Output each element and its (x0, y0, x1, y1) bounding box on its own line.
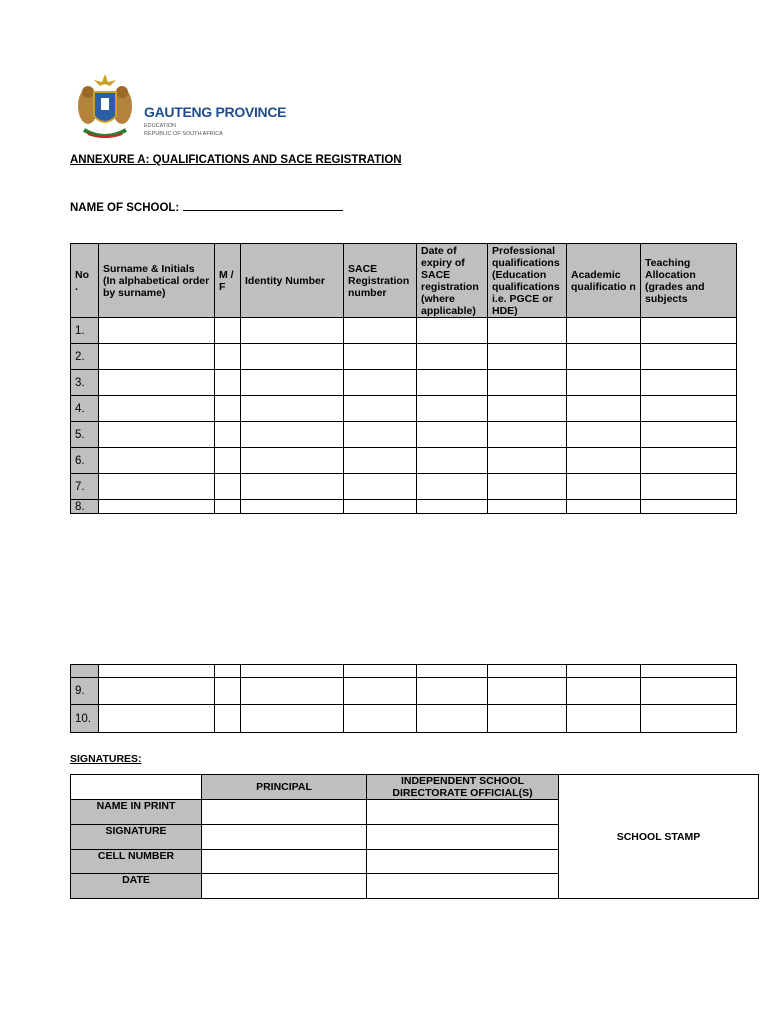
table-cell[interactable] (344, 344, 417, 370)
table-cell[interactable] (567, 500, 641, 514)
table-cell[interactable] (99, 500, 215, 514)
table-cell[interactable] (641, 500, 737, 514)
table-cell[interactable] (567, 665, 641, 678)
table-cell[interactable] (99, 665, 215, 678)
table-cell[interactable] (215, 318, 241, 344)
table-cell[interactable] (417, 396, 488, 422)
brand-subtitle: EDUCATION (144, 123, 176, 129)
table-cell[interactable] (641, 318, 737, 344)
column-header: Identity Number (241, 244, 344, 318)
table-cell[interactable] (488, 318, 567, 344)
column-header: Date of expiry of SACE registration (where applicable) (417, 244, 488, 318)
column-header: Surname & Initials (In alphabetical order by surname) (99, 244, 215, 318)
table-row (71, 370, 737, 396)
table-header-row (71, 244, 737, 318)
table-cell[interactable] (417, 500, 488, 514)
table-cell[interactable] (641, 665, 737, 678)
table-cell[interactable] (241, 422, 344, 448)
principal-header: PRINCIPAL (202, 775, 367, 800)
table-row (71, 422, 737, 448)
date-label: DATE (71, 874, 202, 899)
table-cell[interactable] (215, 678, 241, 705)
table-cell[interactable] (99, 370, 215, 396)
table-cell[interactable] (567, 370, 641, 396)
column-header: Teaching Allocation (grades and subjects (641, 244, 737, 318)
table-cell[interactable] (417, 705, 488, 733)
name-in-print-label: NAME IN PRINT (71, 800, 202, 825)
principal-cell-field[interactable] (202, 850, 367, 874)
signatures-corner-cell (71, 775, 202, 800)
school-name-line[interactable] (183, 199, 343, 211)
table-row (71, 396, 737, 422)
official-name-field[interactable] (367, 800, 559, 825)
cell-number-label: CELL NUMBER (71, 850, 202, 874)
column-header: Professional qualifications (Education qualifications i.e. PGCE or HDE) (488, 244, 567, 318)
table-cell[interactable] (344, 422, 417, 448)
table-cell[interactable] (417, 665, 488, 678)
table-row (71, 500, 737, 514)
table-row (71, 678, 737, 705)
brand-name: GAUTENG PROVINCE (144, 104, 287, 120)
table-cell[interactable] (417, 344, 488, 370)
table-cell[interactable] (344, 665, 417, 678)
table-cell[interactable] (417, 474, 488, 500)
table-cell[interactable] (215, 422, 241, 448)
table-cell[interactable] (488, 500, 567, 514)
table-cell[interactable] (567, 318, 641, 344)
table-cell[interactable] (215, 500, 241, 514)
row-number: 3. (71, 370, 99, 396)
table-cell[interactable] (488, 665, 567, 678)
table-cell[interactable] (99, 396, 215, 422)
column-header: SACE Registration number (344, 244, 417, 318)
table-cell[interactable] (567, 396, 641, 422)
table-cell[interactable] (488, 448, 567, 474)
principal-date-field[interactable] (202, 874, 367, 899)
table-cell[interactable] (241, 344, 344, 370)
table-cell[interactable] (215, 448, 241, 474)
table-body-page2 (71, 665, 737, 733)
row-number: 6. (71, 448, 99, 474)
table-cell[interactable] (99, 422, 215, 448)
annexure-title: ANNEXURE A: QUALIFICATIONS AND SACE REGISTRATION (70, 154, 402, 166)
table-cell[interactable] (215, 705, 241, 733)
table-cell[interactable] (344, 474, 417, 500)
row-number: 9. (71, 678, 99, 705)
qualifications-table-continued (70, 664, 737, 733)
table-cell[interactable] (241, 678, 344, 705)
official-cell-field[interactable] (367, 850, 559, 874)
school-stamp-area[interactable]: SCHOOL STAMP (559, 775, 759, 899)
signatures-title: SIGNATURES: (70, 753, 142, 765)
row-number: 5. (71, 422, 99, 448)
table-cell[interactable] (417, 678, 488, 705)
table-cell[interactable] (99, 474, 215, 500)
table-cell[interactable] (417, 318, 488, 344)
table-cell[interactable] (344, 370, 417, 396)
table-cell[interactable] (215, 344, 241, 370)
table-cell[interactable] (241, 448, 344, 474)
table-cell[interactable] (641, 705, 737, 733)
table-cell[interactable] (215, 370, 241, 396)
table-cell[interactable] (641, 474, 737, 500)
row-number: 8. (71, 500, 99, 514)
table-cell[interactable] (241, 474, 344, 500)
table-row (71, 474, 737, 500)
table-cell[interactable] (344, 678, 417, 705)
principal-signature-field[interactable] (202, 825, 367, 850)
column-header: Academic qualificatio n (567, 244, 641, 318)
table-cell[interactable] (488, 370, 567, 396)
qualifications-table (70, 243, 737, 514)
table-cell[interactable] (241, 665, 344, 678)
row-number: 1. (71, 318, 99, 344)
table-cell[interactable] (241, 370, 344, 396)
table-cell[interactable] (99, 344, 215, 370)
table-cell[interactable] (641, 678, 737, 705)
table-cell[interactable] (417, 448, 488, 474)
column-header: No . (71, 244, 99, 318)
table-cell[interactable] (567, 422, 641, 448)
brand-subtitle: REPUBLIC OF SOUTH AFRICA (144, 131, 223, 137)
table-cell[interactable] (241, 396, 344, 422)
table-cell[interactable] (567, 474, 641, 500)
table-cell[interactable] (344, 448, 417, 474)
row-number: 7. (71, 474, 99, 500)
table-cell[interactable] (567, 705, 641, 733)
table-cell[interactable] (215, 474, 241, 500)
signature-label: SIGNATURE (71, 825, 202, 850)
row-number: 2. (71, 344, 99, 370)
table-cell[interactable] (488, 344, 567, 370)
table-cell[interactable] (641, 396, 737, 422)
table-cell[interactable] (641, 370, 737, 396)
table-cell[interactable] (567, 678, 641, 705)
table-cell[interactable] (99, 448, 215, 474)
table-cell[interactable] (567, 448, 641, 474)
table-cell (71, 665, 99, 678)
table-cell[interactable] (99, 705, 215, 733)
table-row (71, 318, 737, 344)
column-header: M / F (215, 244, 241, 318)
table-cell[interactable] (488, 396, 567, 422)
row-number: 4. (71, 396, 99, 422)
table-row (71, 448, 737, 474)
table-cell[interactable] (488, 474, 567, 500)
table-cell[interactable] (241, 705, 344, 733)
school-name-field (70, 199, 343, 214)
table-row (71, 705, 737, 733)
table-cell[interactable] (241, 500, 344, 514)
table-cell[interactable] (215, 396, 241, 422)
coat-of-arms-icon (70, 72, 140, 144)
table-cell[interactable] (488, 705, 567, 733)
table-cell[interactable] (99, 318, 215, 344)
table-row (71, 344, 737, 370)
table-cell[interactable] (344, 705, 417, 733)
table-cell[interactable] (344, 318, 417, 344)
table-cell[interactable] (241, 318, 344, 344)
official-header: INDEPENDENT SCHOOL DIRECTORATE OFFICIAL(S) (367, 775, 559, 800)
table-cell[interactable] (488, 678, 567, 705)
table-cell[interactable] (99, 678, 215, 705)
table-cell[interactable] (215, 665, 241, 678)
gauteng-logo (70, 72, 287, 144)
table-cell[interactable] (417, 422, 488, 448)
table-cell[interactable] (641, 448, 737, 474)
row-number: 10. (71, 705, 99, 733)
school-name-label: NAME OF SCHOOL: (70, 202, 180, 214)
table-cell[interactable] (344, 396, 417, 422)
table-cell[interactable] (641, 422, 737, 448)
table-cell[interactable] (488, 422, 567, 448)
signatures-table (70, 774, 759, 899)
table-cell[interactable] (344, 500, 417, 514)
table-cell[interactable] (641, 344, 737, 370)
table-row (71, 665, 737, 678)
table-cell[interactable] (567, 344, 641, 370)
table-cell[interactable] (417, 370, 488, 396)
principal-name-field[interactable] (202, 800, 367, 825)
official-date-field[interactable] (367, 874, 559, 899)
official-signature-field[interactable] (367, 825, 559, 850)
